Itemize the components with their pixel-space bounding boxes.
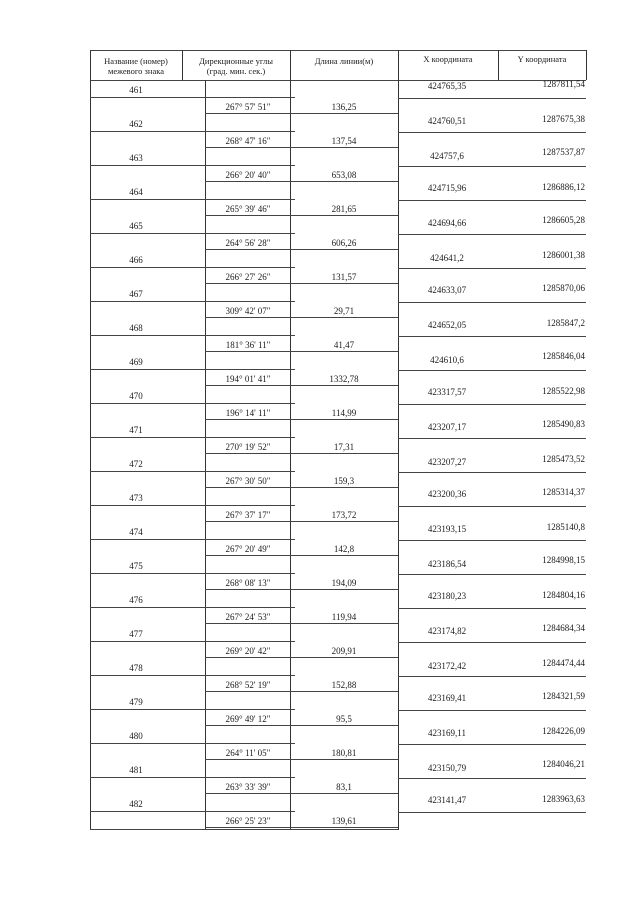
- row-separator: [90, 233, 295, 234]
- row-separator: [90, 267, 295, 268]
- row-separator: [205, 555, 398, 556]
- point-y: 1284046,21: [542, 759, 585, 769]
- segment-angle: 268° 47' 16": [225, 136, 271, 146]
- row-separator: [90, 403, 295, 404]
- segment-angle: 268° 52' 19": [225, 680, 271, 690]
- point-y: 1286886,12: [542, 182, 585, 192]
- row-separator: [205, 691, 398, 692]
- column-border: [398, 50, 399, 830]
- point-y: 1285846,04: [542, 351, 585, 361]
- point-name: 465: [129, 221, 143, 231]
- point-name: 481: [129, 765, 143, 775]
- point-x: 424641,2: [430, 253, 464, 263]
- point-y: 1285473,52: [542, 454, 585, 464]
- row-separator: [205, 351, 398, 352]
- point-y: 1284684,34: [542, 623, 585, 633]
- segment-length: 17,31: [333, 442, 355, 452]
- point-name: 472: [129, 459, 143, 469]
- point-y: 1284474,44: [542, 658, 585, 668]
- header-angle: [182, 56, 290, 76]
- header-name: [90, 56, 182, 76]
- row-separator: [90, 777, 295, 778]
- header-angle-line1: Дирекционные углы: [199, 56, 273, 66]
- segment-length: 114,99: [331, 408, 357, 418]
- column-border: [205, 80, 206, 830]
- segment-angle: 265° 39' 46": [225, 204, 271, 214]
- row-separator: [90, 165, 295, 166]
- row-separator: [90, 641, 295, 642]
- segment-angle: 263° 33' 39": [225, 782, 271, 792]
- row-separator: [90, 573, 295, 574]
- segment-length: 606,26: [331, 238, 357, 248]
- segment-angle: 266° 27' 26": [225, 272, 271, 282]
- segment-length: 159,3: [333, 476, 355, 486]
- row-separator: [90, 199, 295, 200]
- segment-length: 119,94: [331, 612, 357, 622]
- row-separator: [90, 335, 295, 336]
- row-separator: [398, 268, 586, 269]
- row-separator: [205, 793, 398, 794]
- point-y: 1283963,63: [542, 794, 585, 804]
- point-x: 423186,54: [427, 559, 467, 569]
- point-name: 463: [129, 153, 143, 163]
- table-top-border: [90, 50, 586, 51]
- row-separator: [205, 181, 398, 182]
- column-border: [586, 50, 587, 80]
- row-separator: [398, 132, 586, 133]
- point-x: 424757,6: [430, 151, 464, 161]
- point-y: 1285314,37: [542, 487, 585, 497]
- point-y: 1286001,38: [542, 250, 585, 260]
- point-x: 423180,23: [427, 591, 467, 601]
- point-x: 424715,96: [427, 183, 467, 193]
- row-separator: [205, 521, 398, 522]
- row-separator: [398, 574, 586, 575]
- point-name: 462: [129, 119, 143, 129]
- segment-angle: 264° 11' 05": [225, 748, 271, 758]
- row-separator: [90, 437, 295, 438]
- point-y: 1284804,16: [542, 590, 585, 600]
- row-separator: [90, 539, 295, 540]
- row-separator: [205, 623, 398, 624]
- point-x: 423193,15: [427, 524, 467, 534]
- point-y: 1287811,54: [542, 79, 585, 89]
- row-separator: [398, 744, 586, 745]
- row-separator: [90, 505, 295, 506]
- row-separator: [205, 249, 398, 250]
- segment-angle: 267° 30' 50": [225, 476, 271, 486]
- segment-length: 173,72: [331, 510, 357, 520]
- point-y: 1285522,98: [542, 386, 585, 396]
- row-separator: [398, 472, 586, 473]
- segment-length: 137,54: [331, 136, 357, 146]
- segment-angle: 309° 42' 07": [225, 306, 271, 316]
- segment-length: 142,8: [333, 544, 355, 554]
- segment-angle: 266° 20' 40": [225, 170, 271, 180]
- row-separator: [205, 215, 398, 216]
- point-name: 466: [129, 255, 143, 265]
- segment-angle: 268° 08' 13": [225, 578, 271, 588]
- point-name: 468: [129, 323, 143, 333]
- point-name: 467: [129, 289, 143, 299]
- point-y: 1284226,09: [542, 726, 585, 736]
- segment-angle: 267° 20' 49": [225, 544, 271, 554]
- segment-length: 180,81: [331, 748, 357, 758]
- segment-length: 95,5: [336, 714, 352, 724]
- point-y: 1285847,2: [546, 318, 585, 328]
- point-name: 477: [129, 629, 143, 639]
- point-x: 423200,36: [427, 489, 467, 499]
- row-separator: [90, 811, 295, 812]
- point-name: 461: [129, 85, 143, 95]
- header-angle-line2: (град. мин. сек.): [206, 66, 266, 76]
- header-name-line2: межевого знака: [108, 66, 164, 76]
- segment-length: 29,71: [333, 306, 355, 316]
- row-separator: [398, 506, 586, 507]
- row-separator: [90, 471, 295, 472]
- point-x: 424610,6: [430, 355, 464, 365]
- header-x: X координата: [423, 54, 473, 64]
- segment-angle: 267° 37' 17": [225, 510, 271, 520]
- row-separator: [90, 97, 295, 98]
- segment-angle: 269° 49' 12": [225, 714, 271, 724]
- segment-length: 136,25: [331, 102, 357, 112]
- segment-angle: 196° 14' 11": [225, 408, 271, 418]
- row-separator: [398, 234, 586, 235]
- row-separator: [90, 131, 295, 132]
- header-y: Y координата: [517, 54, 567, 64]
- row-separator: [398, 98, 586, 99]
- point-y: 1287537,87: [542, 147, 585, 157]
- point-x: 424765,35: [427, 81, 467, 91]
- segment-length: 41,47: [333, 340, 355, 350]
- segment-angle: 270° 19' 52": [225, 442, 271, 452]
- point-name: 464: [129, 187, 143, 197]
- point-name: 474: [129, 527, 143, 537]
- point-name: 479: [129, 697, 143, 707]
- segment-length: 152,88: [331, 680, 357, 690]
- segment-length: 139,61: [331, 816, 357, 826]
- point-name: 475: [129, 561, 143, 571]
- row-separator: [205, 487, 398, 488]
- point-x: 424652,05: [427, 320, 467, 330]
- segment-angle: 267° 24' 53": [225, 612, 271, 622]
- row-separator: [90, 675, 295, 676]
- row-separator: [398, 642, 586, 643]
- segment-angle: 264° 56' 28": [225, 238, 271, 248]
- point-x: 423169,41: [427, 693, 467, 703]
- row-separator: [90, 743, 295, 744]
- row-separator: [398, 540, 586, 541]
- point-x: 424694,66: [427, 218, 467, 228]
- point-y: 1285490,83: [542, 419, 585, 429]
- row-separator: [205, 827, 398, 828]
- row-separator: [398, 302, 586, 303]
- segment-angle: 194° 01' 41": [225, 374, 271, 384]
- point-name: 476: [129, 595, 143, 605]
- point-x: 424760,51: [427, 116, 467, 126]
- segment-length: 194,09: [331, 578, 357, 588]
- point-name: 482: [129, 799, 143, 809]
- segment-length: 1332,78: [329, 374, 359, 384]
- row-separator: [90, 607, 295, 608]
- segment-length: 209,91: [331, 646, 357, 656]
- segment-length: 83,1: [336, 782, 352, 792]
- point-x: 423174,82: [427, 626, 467, 636]
- row-separator: [398, 166, 586, 167]
- segment-angle: 266° 25' 23": [225, 816, 271, 826]
- segment-angle: 181° 36' 11": [225, 340, 271, 350]
- point-x: 423207,27: [427, 457, 467, 467]
- point-y: 1284998,15: [542, 555, 585, 565]
- row-separator: [205, 589, 398, 590]
- column-border: [290, 50, 291, 830]
- row-separator: [398, 710, 586, 711]
- segment-length: 281,65: [331, 204, 357, 214]
- point-y: 1285140,8: [546, 522, 585, 532]
- row-separator: [398, 676, 586, 677]
- row-separator: [398, 812, 586, 813]
- row-separator: [90, 709, 295, 710]
- row-separator: [205, 759, 398, 760]
- row-separator: [205, 657, 398, 658]
- row-separator: [90, 301, 295, 302]
- point-x: 423141,47: [427, 795, 467, 805]
- point-name: 469: [129, 357, 143, 367]
- row-separator: [205, 385, 398, 386]
- header-length: Длина линии(м): [314, 56, 374, 66]
- point-y: 1285870,06: [542, 283, 585, 293]
- point-x: 423317,57: [427, 387, 467, 397]
- row-separator: [205, 283, 398, 284]
- row-separator: [90, 369, 295, 370]
- point-y: 1284321,59: [542, 691, 585, 701]
- point-y: 1286605,28: [542, 215, 585, 225]
- point-name: 478: [129, 663, 143, 673]
- row-separator: [205, 147, 398, 148]
- point-x: 424633,07: [427, 285, 467, 295]
- row-separator: [398, 200, 586, 201]
- point-y: 1287675,38: [542, 114, 585, 124]
- column-border: [90, 50, 91, 830]
- row-separator: [205, 317, 398, 318]
- row-separator: [398, 370, 586, 371]
- point-x: 423172,42: [427, 661, 467, 671]
- segment-length: 653,08: [331, 170, 357, 180]
- header-name-line1: Название (номер): [104, 56, 168, 66]
- point-name: 473: [129, 493, 143, 503]
- row-separator: [398, 404, 586, 405]
- row-separator: [205, 113, 398, 114]
- row-separator: [205, 419, 398, 420]
- row-separator: [398, 438, 586, 439]
- point-name: 470: [129, 391, 143, 401]
- point-x: 423169,11: [428, 728, 466, 738]
- row-separator: [205, 453, 398, 454]
- segment-angle: 269° 20' 42": [225, 646, 271, 656]
- row-separator: [398, 778, 586, 779]
- row-separator: [398, 608, 586, 609]
- segment-length: 131,57: [331, 272, 357, 282]
- column-border: [182, 50, 183, 80]
- point-name: 471: [129, 425, 143, 435]
- row-separator: [205, 725, 398, 726]
- column-border: [498, 50, 499, 80]
- row-separator: [398, 336, 586, 337]
- segment-angle: 267° 57' 51": [225, 102, 271, 112]
- point-x: 423207,17: [427, 422, 467, 432]
- point-x: 423150,79: [427, 763, 467, 773]
- point-name: 480: [129, 731, 143, 741]
- table-bottom-border: [90, 829, 398, 830]
